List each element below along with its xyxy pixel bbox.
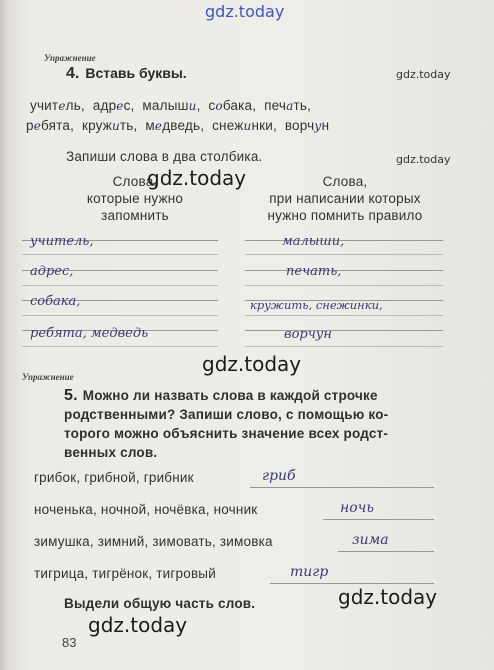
header-line: которые нужно [86,191,184,206]
inserted-letter: е [116,99,124,113]
row-2-answer: ночь [340,500,374,516]
left-answer-3: собака, [30,294,81,309]
left-answer-2: адрес, [30,264,74,279]
exercise-number: 4. [66,65,80,82]
exercise-4-words-line-1 [30,98,311,113]
inserted-letter: е [154,119,163,133]
question-line: торого можно объяснить значение всех родст- [64,426,389,441]
watermark-bottom-left: gdz.today [88,613,188,637]
page-number: 83 [62,635,77,650]
exercise-instruction: Вставь буквы. [85,65,187,81]
word-part: р [26,118,34,133]
word-part: н [321,118,330,133]
word-part: печ [264,98,287,113]
word-part: бака, [222,98,257,113]
word-part: нки, [251,118,277,133]
left-answer-4: ребята, медведь [30,326,149,341]
word-part: ть, [293,98,312,113]
answer-line [323,519,434,520]
watermark-middle: gdz.today [202,352,302,376]
left-answer-1: учитель, [30,234,94,249]
word-part: ворч [284,118,315,133]
row-1-answer: гриб [262,468,296,484]
writing-line [245,270,443,271]
word-part: м [145,118,155,133]
exercise-label: Упражнение [22,372,74,382]
writing-line [245,330,443,331]
word-part: учит [30,98,59,113]
exercise-4-task: Запиши слова в два столбика. [66,149,263,164]
word-part: бята, [41,118,75,133]
word-part: снеж [212,118,244,133]
inserted-letter: и [243,119,252,133]
writing-line [245,315,443,316]
exercise-4-title [66,65,187,83]
inserted-letter: е [33,119,42,133]
page-binding-edge [0,0,10,670]
question-line: родственными? Запиши слово, с помощью ко- [64,407,389,422]
writing-line [22,254,218,255]
exercise-label: Упражнение [44,53,96,63]
right-answer-3: кружить, снежинки, [250,298,383,312]
writing-line [245,285,443,286]
watermark-columns: gdz.today [147,166,247,190]
word-part: с, [123,98,135,113]
word-part: с [208,98,216,113]
header-line: нужно помнить правило [267,208,423,223]
question-line [64,386,388,405]
word-row-4: тигрица, тигрёнок, тигровый [34,566,216,581]
writing-line [22,315,218,316]
right-column-header [240,173,450,224]
word-part: ль, [65,98,85,113]
inserted-letter: у [314,119,322,133]
exercise-number: 5. [64,387,78,404]
right-answer-1: малыши, [282,234,345,249]
header-line: при написании которых [269,191,421,206]
word-row-1: грибок, грибной, грибник [34,470,194,485]
header-line: запомнить [101,208,169,223]
right-answer-4: ворчун [284,327,332,342]
writing-line [245,254,443,255]
word-row-3: зимушка, зимний, зимовать, зимовка [34,534,273,549]
word-part: ть, [119,118,138,133]
answer-line [270,583,434,584]
writing-line [22,346,218,347]
question-text: Можно ли назвать слова в каждой строчке [82,388,378,403]
watermark-small: gdz.today [396,68,451,81]
exercise-5-question [64,386,388,462]
word-part: дведь, [162,118,205,133]
word-part: круж [81,118,112,133]
question-line: венных слов. [64,445,158,460]
answer-line [338,551,434,552]
inserted-letter: и [111,119,120,133]
right-answer-2: печать, [286,264,342,279]
inserted-letter: е [58,99,66,113]
row-3-answer: зима [352,532,389,548]
watermark-top: gdz.today [205,2,285,21]
word-part: , [196,98,201,113]
exercise-4-words-line-2 [26,118,329,133]
word-row-2: ноченька, ночной, ночёвка, ночник [34,502,258,517]
writing-line [22,285,218,286]
writing-line [245,346,443,347]
header-line: Слова, [322,174,368,189]
inserted-letter: о [215,99,223,113]
inserted-letter: и [188,99,197,113]
exercise-5-footer: Выдели общую часть слов. [64,596,256,611]
answer-line [250,487,434,488]
inserted-letter: а [286,99,294,113]
watermark-small: gdz.today [396,153,451,166]
word-part: малыш [142,98,189,113]
header-line: Слова, [112,174,158,189]
word-part: адр [92,98,117,113]
watermark-bottom-right: gdz.today [338,585,438,609]
row-4-answer: тигр [290,564,329,580]
